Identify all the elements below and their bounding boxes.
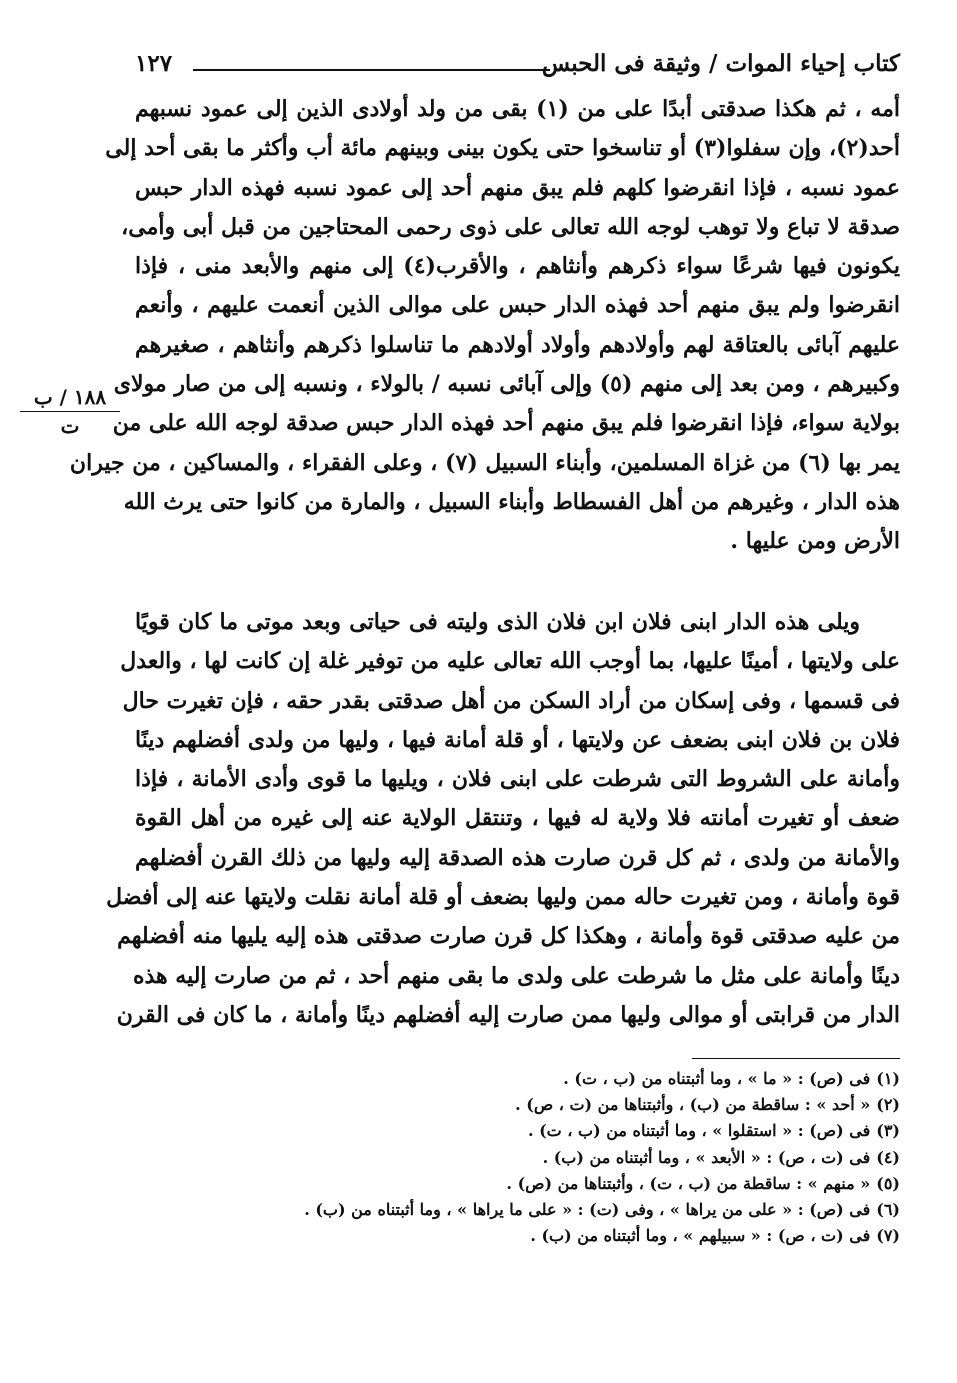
text-line: الأرض ومن عليها . — [730, 528, 900, 555]
footnote-number: (٣) — [876, 1121, 900, 1141]
running-header — [135, 50, 900, 90]
footnote-number: (٤) — [876, 1147, 900, 1167]
footnote-text: فى (ت ، ص) : « الأبعد » ، وما أثبتناه من (ب) . — [542, 1147, 871, 1167]
footnote-text: « أحد » : ساقطة من (ب) ، وأثبتناها من (ت ، ص) . — [515, 1095, 871, 1115]
text-line: ويلى هذه الدار ابنى فلان ابن فلان الذى وليته فى حياتى وبعد موتى ما كان قويًا — [135, 609, 860, 635]
text-line: فلان بن فلان ابنى بضعف عن ولايتها ، أو قلة أمانة فيها ، وليها من ولدى أفضلهم دينًا — [135, 726, 900, 753]
footnote-number: (٧) — [876, 1226, 900, 1246]
footnote-text: فى (ص) : « ما » ، وما أثبتناه من (ب ، ت) . — [563, 1069, 871, 1088]
footnote — [135, 1171, 900, 1197]
footnote-text: فى (ت ، ص) : « سبيلهم » ، وما أثبتناه من (ب) . — [530, 1226, 871, 1246]
text-line: على ولايتها ، أمينًا عليها، بما أوجب الله تعالى عليه من توفير غلة إن كانت لها ، والعدل — [120, 648, 900, 675]
text-line: ضعف أو تغيرت أمانته فلا ولاية له فيها ، وتنتقل الولاية عنه إلى غيره من أهل القوة — [135, 805, 900, 832]
manuscript-siglum: ت — [60, 414, 80, 438]
footnote-number: (٢) — [876, 1095, 900, 1115]
text-line: صدقة لا تباع ولا توهب لوجه الله تعالى على ذوى رحمى المحتاجين من قبل أبى وأمى، — [121, 213, 900, 240]
footnote — [135, 1118, 900, 1144]
footnote-separator — [692, 1058, 900, 1059]
text-line: وكبيرهم ، ومن بعد إلى منهم (٥) وإلى آبائى نسبه / بالولاء ، ونسبه إلى من صار مولاى — [113, 371, 900, 398]
text-line: قوة وأمانة ، ومن تغيرت حاله ممن وليها بضعف أو قلة أمانة نقلت ولايتها عنه إلى أفضل — [106, 884, 900, 911]
manuscript-folio-note — [20, 385, 120, 438]
paragraph-2 — [106, 603, 900, 1035]
footnote-text: فى (ص) : « على من يراها » ، وفى (ت) : « على ما يراها » ، وما أثبتناه من (ب) . — [304, 1199, 871, 1219]
text-line: يكونون فيها شرعًا سواء ذكرهم وأنثاهم ، والأقرب(٤) إلى منهم والأبعد منى ، فإذا — [135, 253, 900, 280]
text-line: دينًا وأمانة على مثل ما شرطت على ولدى ما بقى منهم أحد ، ثم من صارت إليه هذه — [132, 962, 900, 989]
footnote-text: « منهم » : ساقطة من (ب ، ت) ، وأثبتناها من (ص) . — [506, 1173, 871, 1193]
text-line: وأمانة على الشروط التى شرطت على ابنى فلان ، ويليها ما قوى وأدى الأمانة ، فإذا — [135, 766, 900, 793]
text-line: فى قسمها ، وفى إسكان من أراد السكن من أهل صدقتى بقدر حقه ، فإن تغيرت حال — [122, 687, 900, 714]
footnote-number: (٥) — [876, 1173, 900, 1193]
text-line: أحد(٢)، وإن سفلوا(٣) أو تناسخوا حتى يكون بينى وبينهم مائة أب وأكثر ما بقى أحد إلى — [105, 135, 900, 162]
text-line: عليهم آبائى بالعتاقة لهم وأولادهم وأولاد أولادهم ما تناسلوا ذكرهم وأنثاهم ، صغيرهم — [135, 331, 900, 358]
text-line: يمر بها (٦) من غزاة المسلمين، وأبناء السبيل (٧) ، وعلى الفقراء ، والمساكين ، من جيران — [69, 449, 900, 476]
page-number: ١٢٧ — [135, 50, 173, 77]
text-line: أمه ، ثم هكذا صدقتى أبدًا على من (١) بقى من ولد أولادى الذين إلى عمود نسبهم — [135, 96, 901, 122]
footnote — [135, 1197, 900, 1223]
folio-reference: ١٨٨ / ب — [20, 385, 120, 412]
footnote — [135, 1066, 900, 1092]
footnote-text: فى (ص) : « استقلوا » ، وما أثبتناه من (ب ، ت) . — [527, 1121, 871, 1141]
text-line: من عليه صدقتى قوة وأمانة ، وهكذا كل قرن صارت صدقتى هذه إليه يليها منه أفضلهم — [117, 923, 900, 950]
running-title: كتاب إحياء الموات / وثيقة فى الحبس — [541, 50, 900, 77]
text-line: بولاية سواء، فإذا انقرضوا فلم يبق منهم أحد فهذه الدار حبس صدقة لوجه الله على من — [112, 410, 900, 437]
footnote — [135, 1145, 900, 1171]
text-line: الدار من قرابتى أو موالى وليها ممن صارت إليه أفضلهم دينًا وأمانة ، ما كان فى القرن — [116, 1001, 900, 1028]
footnote — [135, 1092, 900, 1118]
text-line: والأمانة من ولدى ، ثم كل قرن صارت هذه الصدقة إليه وليها من ذلك القرن أفضلهم — [135, 844, 900, 871]
footnotes — [135, 1066, 900, 1249]
footnote-number: (١) — [876, 1069, 900, 1088]
header-rule — [193, 69, 550, 71]
text-line: عمود نسبه ، فإذا انقرضوا كلهم فلم يبق منهم أحد إلى عمود نسبه فهذه الدار حبس — [135, 174, 900, 201]
text-line: انقرضوا ولم يبق منهم أحد فهذه الدار حبس على موالى الذين أنعمت عليهم ، وأنعم — [135, 292, 900, 319]
footnote-number: (٦) — [876, 1199, 900, 1219]
text-line: هذه الدار ، وغيرهم من أهل الفسطاط وأبناء السبيل ، والمارة من كانوا حتى يرث الله — [123, 488, 900, 515]
footnote — [135, 1223, 900, 1249]
